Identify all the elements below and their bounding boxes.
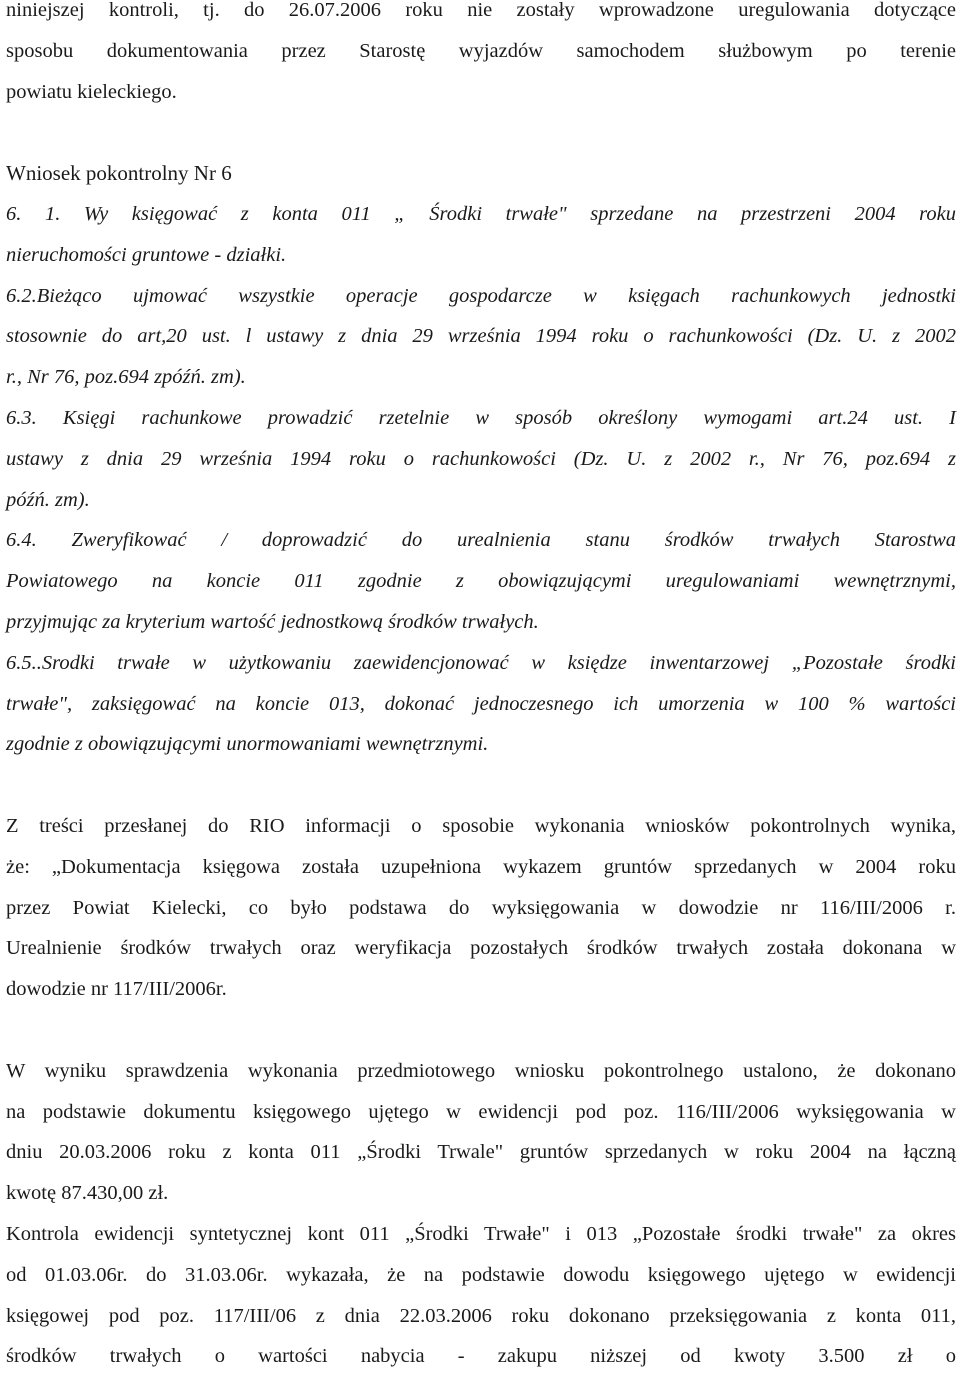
rio-line-3: przez Powiat Kielecki, co było podstawa do wyksięgowania w dowodzie nr 116/III/2006 r. — [6, 896, 956, 919]
rec-6-4-line-1: 6.4. Zweryfikować / doprowadzić do urealnienia stanu środków trwałych Starostwa — [6, 529, 956, 552]
result-line-8: środków trwałych o wartości nabycia - zakupu niższej od kwoty 3.500 zł o — [6, 1345, 956, 1368]
rec-6-1-line-1: 6. 1. Wy księgować z konta 011 „ Środki trwałe" sprzedane na przestrzeni 2004 roku — [6, 202, 956, 225]
rec-6-2-line-3: r., Nr 76, poz.694 zpóźń. zm). — [6, 366, 246, 389]
result-line-3: dniu 20.03.2006 roku z konta 011 „Środki Trwale" gruntów sprzedanych w roku 2004 na łączną — [6, 1141, 956, 1164]
rec-6-3-line-1: 6.3. Księgi rachunkowe prowadzić rzetelnie w sposób określony wymogami art.24 ust. I — [6, 406, 956, 429]
rec-6-3-line-2: ustawy z dnia 29 września 1994 roku o rachunkowości (Dz. U. z 2002 r., Nr 76, poz.694 z — [6, 447, 956, 470]
intro-line-2: sposobu dokumentowania przez Starostę wyjazdów samochodem służbowym po terenie — [6, 39, 956, 62]
rec-6-3-line-3: późń. zm). — [6, 488, 90, 511]
result-line-5: Kontrola ewidencji syntetycznej kont 011 „Środki Trwałe" i 013 „Pozostałe środki trwałe" za okres — [6, 1222, 956, 1245]
rec-6-2-line-2: stosownie do art,20 ust. l ustawy z dnia 29 września 1994 roku o rachunkowości (Dz. U. z 2002 — [6, 325, 956, 348]
intro-line-3: powiatu kieleckiego. — [6, 80, 177, 103]
rec-6-1-line-2: nieruchomości gruntowe - działki. — [6, 243, 287, 266]
result-line-1: W wyniku sprawdzenia wykonania przedmiotowego wniosku pokontrolnego ustalono, że dokonano — [6, 1059, 956, 1082]
intro-line-1: niniejszej kontroli, tj. do 26.07.2006 roku nie zostały wprowadzone uregulowania dotyczące — [6, 0, 956, 21]
result-line-7: księgowej pod poz. 117/III/06 z dnia 22.03.2006 roku dokonano przeksięgowania z konta 011, — [6, 1304, 956, 1327]
rec-6-4-line-3: przyjmując za kryterium wartość jednostkową środków trwałych. — [6, 610, 539, 633]
spacer — [6, 1010, 956, 1051]
rio-line-5: dowodzie nr 117/III/2006r. — [6, 978, 227, 1001]
result-line-2: na podstawie dokumentu księgowego ujętego w ewidencji pod poz. 116/III/2006 wyksięgowania w — [6, 1100, 956, 1123]
rio-line-2: że: „Dokumentacja księgowa została uzupełniona wykazem gruntów sprzedanych w 2004 roku — [6, 855, 956, 878]
document-page — [6, 0, 956, 1377]
rec-6-5-line-1: 6.5..Srodki trwałe w użytkowaniu zaewidencjonować w księdze inwentarzowej „Pozostałe środki — [6, 651, 956, 674]
rio-line-1: Z treści przesłanej do RIO informacji o sposobie wykonania wniosków pokontrolnych wynika, — [6, 814, 956, 837]
spacer — [6, 765, 956, 806]
rec-6-2-line-1: 6.2.Bieżąco ujmować wszystkie operacje gospodarcze w księgach rachunkowych jednostki — [6, 284, 956, 307]
rec-6-4-line-2: Powiatowego na koncie 011 zgodnie z obowiązującymi uregulowaniami wewnętrznymi, — [6, 570, 956, 593]
section-heading: Wniosek pokontrolny Nr 6 — [6, 161, 232, 186]
rec-6-5-line-3: zgodnie z obowiązującymi unormowaniami wewnętrznymi. — [6, 733, 489, 756]
rec-6-5-line-2: trwałe", zaksięgować na koncie 013, dokonać jednoczesnego ich umorzenia w 100 % wartości — [6, 692, 956, 715]
result-line-4: kwotę 87.430,00 zł. — [6, 1182, 169, 1205]
spacer — [6, 112, 956, 153]
rio-line-4: Urealnienie środków trwałych oraz weryfikacja pozostałych środków trwałych została dokonana w — [6, 937, 956, 960]
result-line-6: od 01.03.06r. do 31.03.06r. wykazała, że na podstawie dowodu księgowego ujętego w ewidencji — [6, 1263, 956, 1286]
